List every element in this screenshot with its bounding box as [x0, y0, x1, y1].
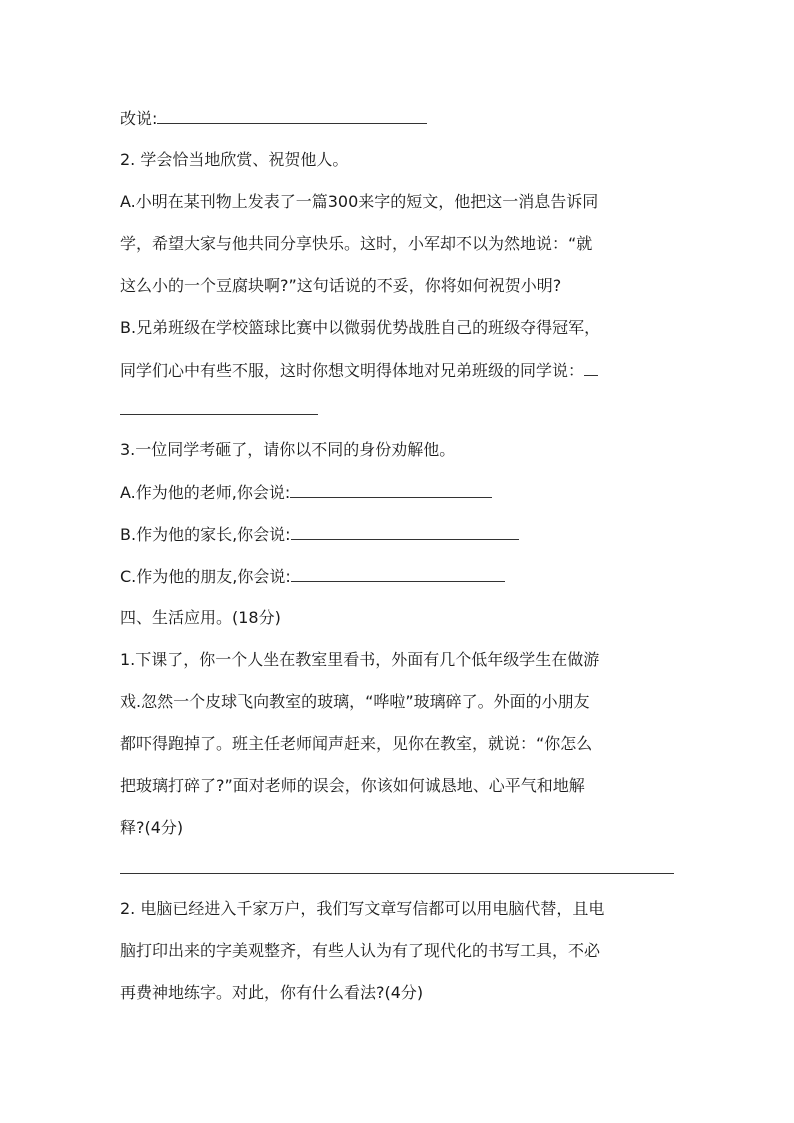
answer-blank[interactable] [291, 524, 519, 540]
question-4-2-text: 脑打印出来的字美观整齐，有些人认为有了现代化的书写工具，不必 [120, 941, 601, 960]
question-4-1-text: 释?(4分) [120, 818, 184, 837]
question-3b-label: B.作为他的家长,你会说: [120, 525, 291, 544]
question-4-2-text: 再费神地练字。对此，你有什么看法?(4分) [120, 983, 424, 1002]
question-4-1-text: 1.下课了，你一个人坐在教室里看书，外面有几个低年级学生在做游 [120, 650, 600, 669]
question-2b-text: B.兄弟班级在学校篮球比赛中以微弱优势战胜自己的班级夺得冠军， [120, 318, 601, 337]
question-4-1-text: 把玻璃打碎了?”面对老师的误会，你该如何诚恳地、心平气和地解 [120, 776, 585, 795]
question-3c-label: C.作为他的朋友,你会说: [120, 567, 291, 586]
answer-blank[interactable] [291, 566, 505, 582]
section-4-heading: 四、生活应用。(18分) [120, 608, 281, 627]
rewrite-line [120, 108, 427, 129]
question-2-title: 2. 学会恰当地欣赏、祝贺他人。 [120, 150, 349, 169]
question-3a-line [120, 482, 492, 503]
question-2a-text: 这么小的一个豆腐块啊?”这句话说的不妥，你将如何祝贺小明? [120, 276, 562, 295]
question-3b-line [120, 524, 519, 545]
question-3-title: 3.一位同学考砸了，请你以不同的身份劝解他。 [120, 440, 456, 459]
answer-blank[interactable] [584, 360, 598, 376]
question-2b-text: 同学们心中有些不服，这时你想文明得体地对兄弟班级的同学说： [120, 361, 585, 380]
answer-blank[interactable] [290, 482, 492, 498]
answer-line[interactable] [120, 873, 674, 874]
question-4-1-text: 戏.忽然一个皮球飞向教室的玻璃，“哗啦”玻璃碎了。外面的小朋友 [120, 692, 590, 711]
rewrite-label: 改说: [120, 109, 158, 128]
question-4-2-text: 2. 电脑已经进入千家万户，我们写文章写信都可以用电脑代替，且电 [120, 899, 605, 918]
question-2a-text: 学，希望大家与他共同分享快乐。这时，小军却不以为然地说：“就 [120, 234, 593, 253]
question-2b-line [120, 360, 598, 381]
answer-blank[interactable] [157, 108, 427, 124]
question-4-1-text: 都吓得跑掉了。班主任老师闻声赶来，见你在教室，就说：“你怎么 [120, 734, 593, 753]
question-2a-text: A.小明在某刊物上发表了一篇300来字的短文，他把这一消息告诉同 [120, 192, 599, 211]
answer-line[interactable] [120, 414, 318, 415]
question-3c-line [120, 566, 505, 587]
question-3a-label: A.作为他的老师,你会说: [120, 483, 291, 502]
